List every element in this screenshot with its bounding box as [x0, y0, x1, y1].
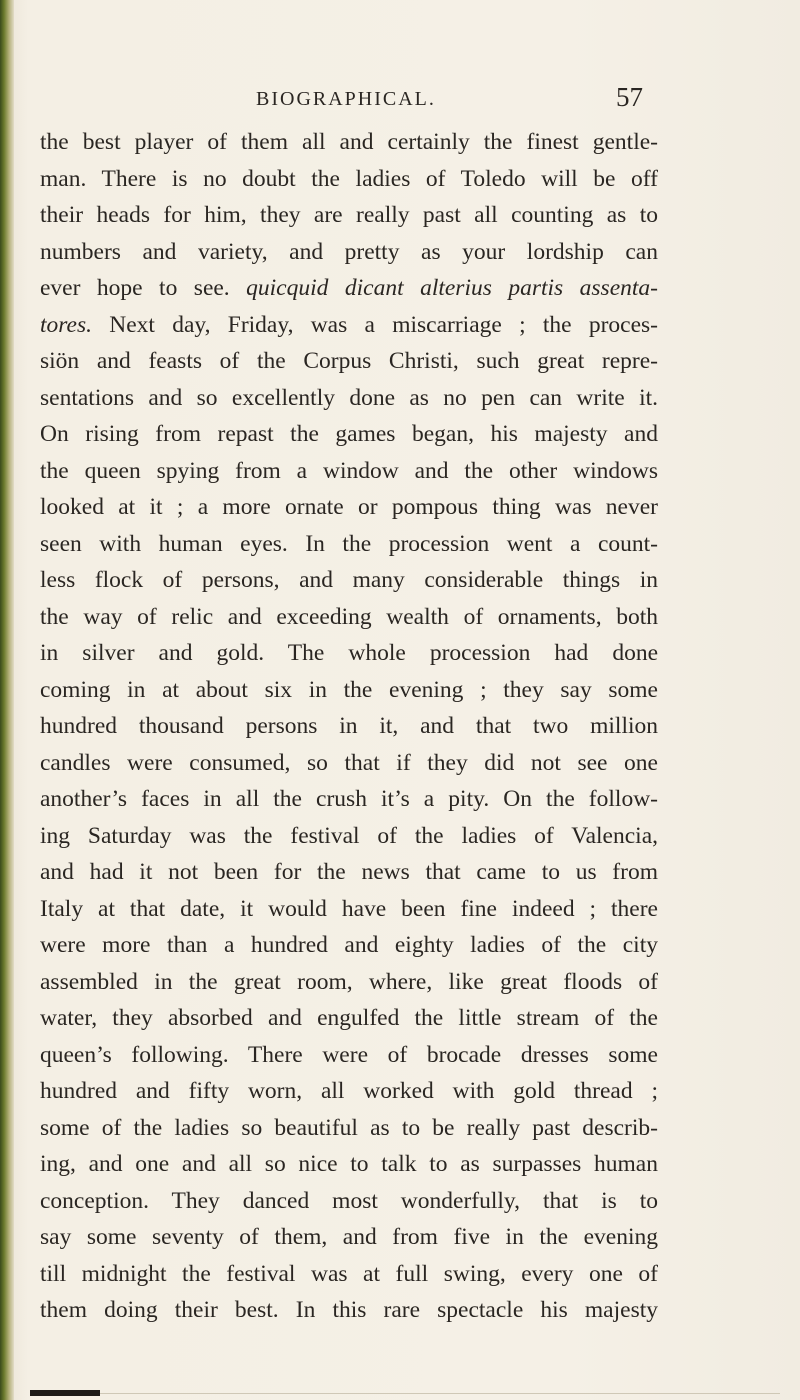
text-line	[40, 489, 658, 526]
page-header	[0, 82, 800, 122]
text-segment: hundred and fifty worn, all worked with gold thread ;	[40, 1078, 658, 1104]
text-line	[40, 416, 658, 453]
text-line	[40, 343, 658, 380]
page-number: 57	[616, 82, 643, 112]
text-segment: conception. They danced most wonderfully, that is to	[40, 1187, 658, 1214]
text-segment: looked at it ; a more ornate or pompous thing was never	[40, 494, 658, 520]
page-binding-edge	[0, 0, 14, 1400]
text-line	[40, 526, 658, 563]
text-segment: another’s faces in all the crush it’s a pity. On the follow-	[40, 786, 658, 812]
text-segment: numbers and variety, and pretty as your lordship can	[40, 238, 658, 265]
text-segment: say some seventy of them, and from five in the evening	[40, 1224, 658, 1250]
text-segment: On rising from repast the games began, his majesty and	[40, 421, 658, 447]
text-line	[40, 599, 658, 636]
text-line	[40, 124, 658, 161]
italic-text-segment: tores.	[40, 311, 93, 338]
text-line	[40, 1292, 658, 1329]
running-head: BIOGRAPHICAL.	[256, 88, 436, 110]
text-segment: till midnight the festival was at full swing, every one of	[40, 1260, 658, 1287]
text-segment: ing, and one and all so nice to talk to as surpasses human	[40, 1151, 658, 1177]
text-segment: man. There is no doubt the ladies of Toledo will be off	[40, 165, 658, 192]
text-segment: sentations and so excellently done as no pen can write it.	[40, 384, 658, 411]
text-line	[40, 891, 658, 928]
text-line	[40, 161, 658, 198]
text-segment: Italy at that date, it would have been fine indeed ; there	[40, 895, 658, 922]
text-segment: them doing their best. In this rare spectacle his majesty	[40, 1297, 658, 1323]
text-segment: seen with human eyes. In the procession went a count-	[40, 530, 658, 557]
text-line	[40, 1000, 658, 1037]
text-segment: queen’s following. There were of brocade dresses some	[40, 1041, 658, 1068]
text-line	[40, 781, 658, 818]
text-line	[40, 672, 658, 709]
text-segment: coming in at about six in the evening ; they say some	[40, 676, 658, 703]
text-line	[40, 234, 658, 271]
body-text	[40, 124, 658, 1329]
text-line	[40, 562, 658, 599]
text-line	[40, 453, 658, 490]
text-line	[40, 380, 658, 417]
text-line	[40, 1073, 658, 1110]
text-line	[40, 1219, 658, 1256]
text-line	[40, 270, 658, 307]
text-segment: assembled in the great room, where, like great floods of	[40, 968, 658, 995]
text-segment: candles were consumed, so that if they did not see one	[40, 749, 658, 776]
text-segment: were more than a hundred and eighty ladies of the city	[40, 932, 658, 958]
text-segment: water, they absorbed and engulfed the little stream of the	[40, 1005, 658, 1031]
text-segment: hundred thousand persons in it, and that two million	[40, 713, 658, 739]
text-line	[40, 635, 658, 672]
text-segment: less flock of persons, and many considerable things in	[40, 567, 658, 593]
text-segment: their heads for him, they are really past all counting as to	[40, 202, 658, 228]
text-line	[40, 1110, 658, 1147]
text-segment: ing Saturday was the festival of the ladies of Valencia,	[40, 822, 658, 849]
bottom-mark	[30, 1390, 100, 1396]
text-segment: Next day, Friday, was a miscarriage ; the proces-	[92, 311, 658, 338]
text-line	[40, 818, 658, 855]
text-segment: and had it not been for the news that came to us from	[40, 859, 658, 885]
text-line	[40, 964, 658, 1001]
bottom-edge-rule	[100, 1393, 780, 1394]
text-line	[40, 854, 658, 891]
text-segment: some of the ladies so beautiful as to be really past describ-	[40, 1114, 658, 1141]
text-line	[40, 1256, 658, 1293]
text-line	[40, 745, 658, 782]
text-segment: the way of relic and exceeding wealth of ornaments, both	[40, 603, 658, 630]
text-line	[40, 927, 658, 964]
text-line	[40, 197, 658, 234]
text-line	[40, 307, 658, 344]
text-segment: in silver and gold. The whole procession had done	[40, 640, 658, 666]
text-segment: the queen spying from a window and the other windows	[40, 457, 658, 484]
text-segment: ever hope to see.	[40, 275, 247, 301]
text-segment: siön and feasts of the Corpus Christi, such great repre-	[40, 348, 658, 374]
text-line	[40, 1183, 658, 1220]
text-line	[40, 708, 658, 745]
text-line	[40, 1037, 658, 1074]
text-segment: the best player of them all and certainly the finest gentle-	[40, 129, 658, 155]
text-line	[40, 1146, 658, 1183]
italic-text-segment: quicquid dicant alterius partis assenta-	[246, 275, 658, 301]
